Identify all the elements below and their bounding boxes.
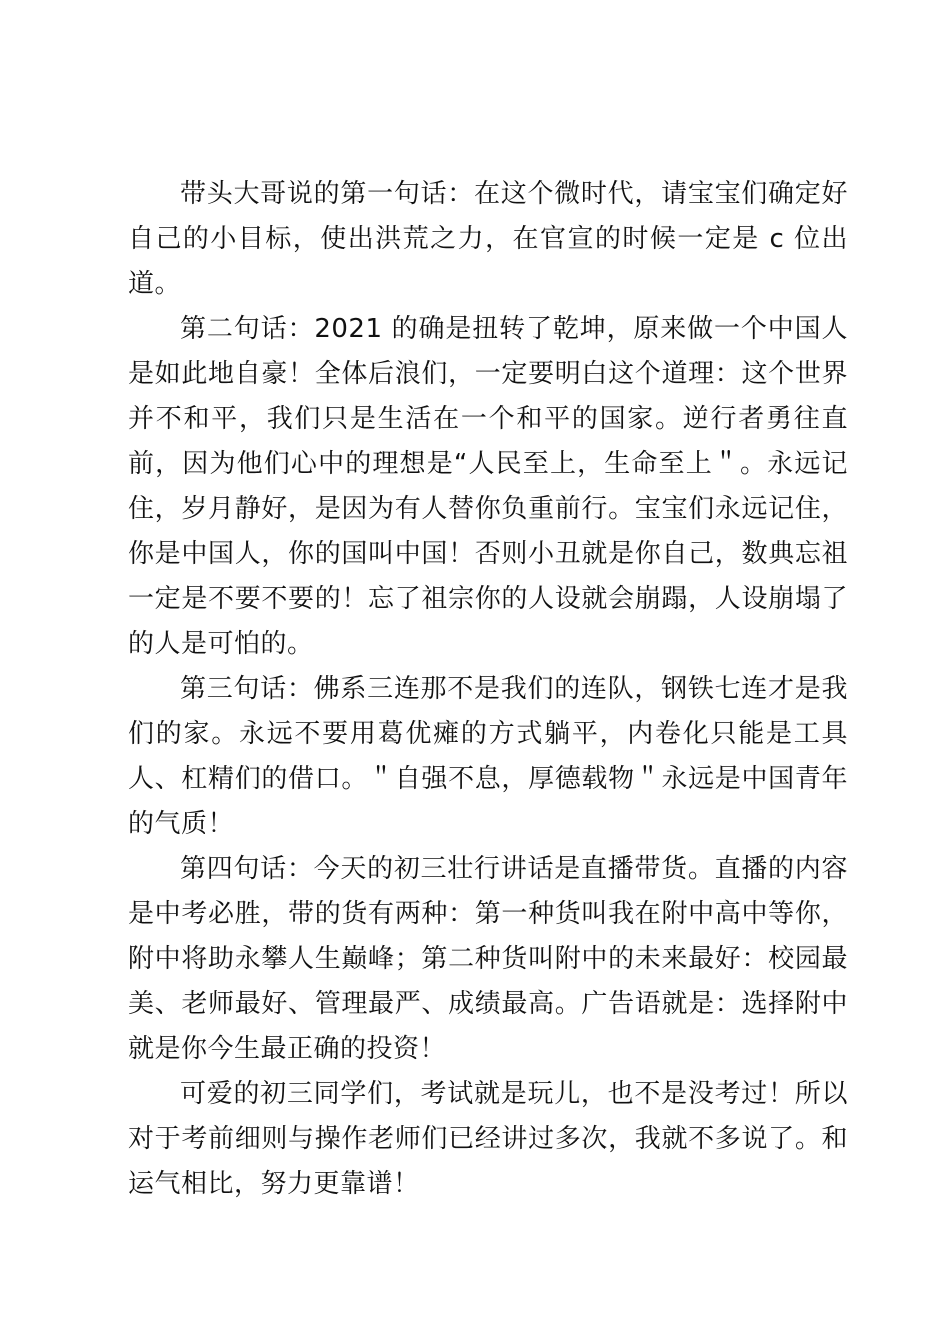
paragraph-first-sentence: 带头大哥说的第一句话：在这个微时代，请宝宝们确定好自己的小目标，使出洪荒之力，在官宣的时候一定是 c 位出道。 [128, 179, 848, 299]
paragraph-fourth-sentence: 第四句话：今天的初三壮行讲话是直播带货。直播的内容是中考必胜，带的货有两种：第一种货叫我在附中高中等你，附中将助永攀人生巅峰；第二种货叫附中的未来最好：校园最美、老师最好、管理最严、成绩最高。广告语就是：选择附中就是你今生最正确的投资！ [128, 854, 848, 1064]
document-body [128, 172, 848, 1207]
paragraph-third-sentence: 第三句话：佛系三连那不是我们的连队，钢铁七连才是我们的家。永远不要用葛优瘫的方式躺平，内卷化只能是工具人、杠精们的借口。＂自强不息，厚德载物＂永远是中国青年的气质！ [128, 674, 848, 839]
paragraph-second-sentence: 第二句话：2021 的确是扭转了乾坤，原来做一个中国人是如此地自豪！全体后浪们，一定要明白这个道理：这个世界并不和平，我们只是生活在一个和平的国家。逆行者勇往直前，因为他们心中的理想是“人民至上，生命至上＂。永远记住，岁月静好，是因为有人替你负重前行。宝宝们永远记住，你是中国人，你的国叫中国！否则小丑就是你自己，数典忘祖一定是不要不要的！忘了祖宗你的人设就会崩蹋，人设崩塌了的人是可怕的。 [128, 314, 848, 659]
paragraph-closing: 可爱的初三同学们，考试就是玩儿，也不是没考过！所以对于考前细则与操作老师们已经讲过多次，我就不多说了。和运气相比，努力更靠谱！ [128, 1079, 848, 1199]
